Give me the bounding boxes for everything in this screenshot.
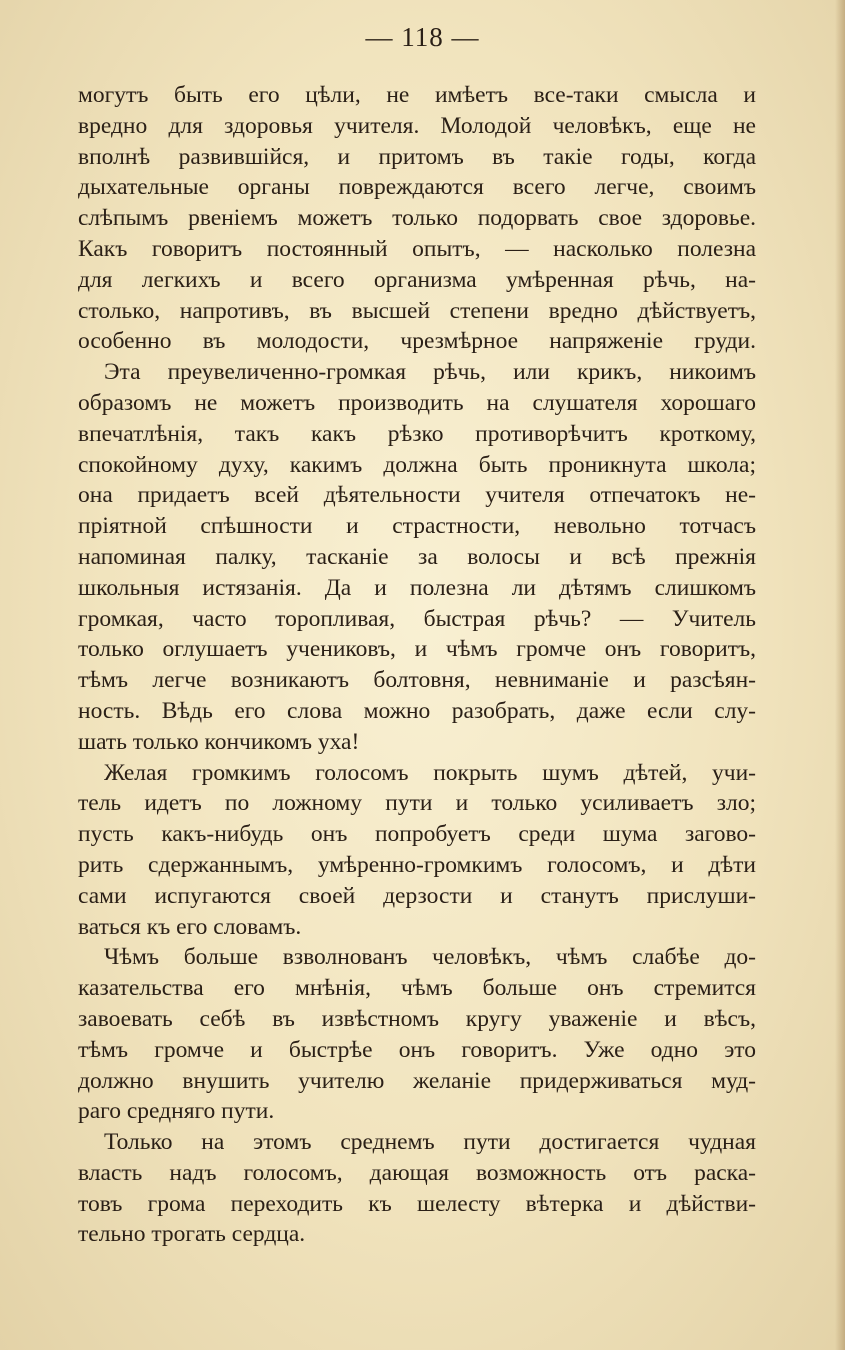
text-line: тельно трогать сердца. — [78, 1221, 306, 1248]
page-edge-shadow — [835, 0, 845, 1350]
paragraph-2 — [78, 357, 756, 757]
text-line: вредно для здоровья учителя. Молодой человѣкъ, еще не — [78, 112, 756, 139]
text-line: вполнѣ развившійся, и притомъ въ такіе годы, когда — [78, 143, 756, 170]
text-line: ность. Вѣдь его слова можно разобрать, даже если слу- — [78, 697, 756, 724]
text-line: пусть какъ-нибудь онъ попробуетъ среди шума загово- — [78, 821, 756, 848]
text-line: раго средняго пути. — [78, 1098, 275, 1125]
text-line: для легкихъ и всего организма умѣренная рѣчь, на- — [78, 266, 756, 293]
paragraph-4 — [78, 942, 756, 1127]
text-line: завоевать себѣ въ извѣстномъ кругу уваженіе и вѣсъ, — [78, 1005, 756, 1032]
text-line: она придаетъ всей дѣятельности учителя отпечатокъ не- — [78, 482, 756, 509]
text-line: громкая, часто торопливая, быстрая рѣчь? — Учитель — [78, 605, 756, 632]
text-line: Чѣмъ больше взволнованъ человѣкъ, чѣмъ слабѣе до- — [104, 944, 756, 971]
paragraph-5 — [78, 1127, 756, 1250]
text-line: рить сдержаннымъ, умѣренно-громкимъ голосомъ, и дѣти — [78, 851, 756, 878]
text-line: напоминая палку, тасканіе за волосы и всѣ прежнія — [78, 543, 756, 570]
text-line: Какъ говоритъ постоянный опытъ, — насколько полезна — [78, 235, 756, 262]
paragraph-1 — [78, 80, 756, 357]
text-line: спокойному духу, какимъ должна быть проникнута школа; — [78, 451, 756, 478]
text-line: тѣмъ громче и быстрѣе онъ говоритъ. Уже одно это — [78, 1036, 756, 1063]
text-line: власть надъ голосомъ, дающая возможность отъ раска- — [78, 1159, 756, 1186]
text-line: впечатлѣнія, такъ какъ рѣзко противорѣчитъ кроткому, — [78, 420, 756, 447]
text-line: сами испугаются своей дерзости и станутъ прислуши- — [78, 882, 756, 909]
text-line: казательства его мнѣнія, чѣмъ больше онъ стремится — [78, 975, 756, 1002]
text-line: тѣмъ легче возникаютъ болтовня, невниманіе и разсѣян- — [78, 667, 756, 694]
text-line: шать только кончикомъ уха! — [78, 728, 360, 755]
text-line: школьныя истязанія. Да и полезна ли дѣтямъ слишкомъ — [78, 574, 756, 601]
text-line: пріятной спѣшности и страстности, невольно тотчасъ — [78, 513, 756, 540]
paragraph-3 — [78, 758, 756, 943]
page-number: — 118 — — [365, 22, 480, 52]
text-line: могутъ быть его цѣли, не имѣетъ все-таки смысла и — [78, 82, 756, 108]
text-line: Желая громкимъ голосомъ покрыть шумъ дѣтей, учи- — [104, 759, 756, 786]
text-line: особенно въ молодости, чрезмѣрное напряженіе груди. — [78, 328, 756, 355]
text-line: тель идетъ по ложному пути и только усиливаетъ зло; — [78, 790, 756, 817]
text-line: дыхательные органы повреждаются всего легче, своимъ — [78, 174, 756, 201]
text-line: образомъ не можетъ производить на слушателя хорошаго — [78, 389, 756, 416]
text-line: Только на этомъ среднемъ пути достигается чудная — [104, 1129, 756, 1156]
text-line: Эта преувеличенно-громкая рѣчь, или крикъ, никоимъ — [104, 359, 756, 386]
text-line: только оглушаетъ учениковъ, и чѣмъ громче онъ говоритъ, — [78, 636, 756, 663]
text-line: должно внушить учителю желаніе придерживаться муд- — [78, 1067, 756, 1094]
body-text — [78, 80, 756, 1250]
text-line: товъ грома переходить къ шелесту вѣтерка и дѣйстви- — [78, 1190, 756, 1217]
text-line: слѣпымъ рвеніемъ можетъ только подорвать свое здоровье. — [78, 205, 756, 232]
text-line: ваться къ его словамъ. — [78, 913, 302, 940]
text-line: столько, напротивъ, въ высшей степени вредно дѣйствуетъ, — [78, 297, 756, 324]
